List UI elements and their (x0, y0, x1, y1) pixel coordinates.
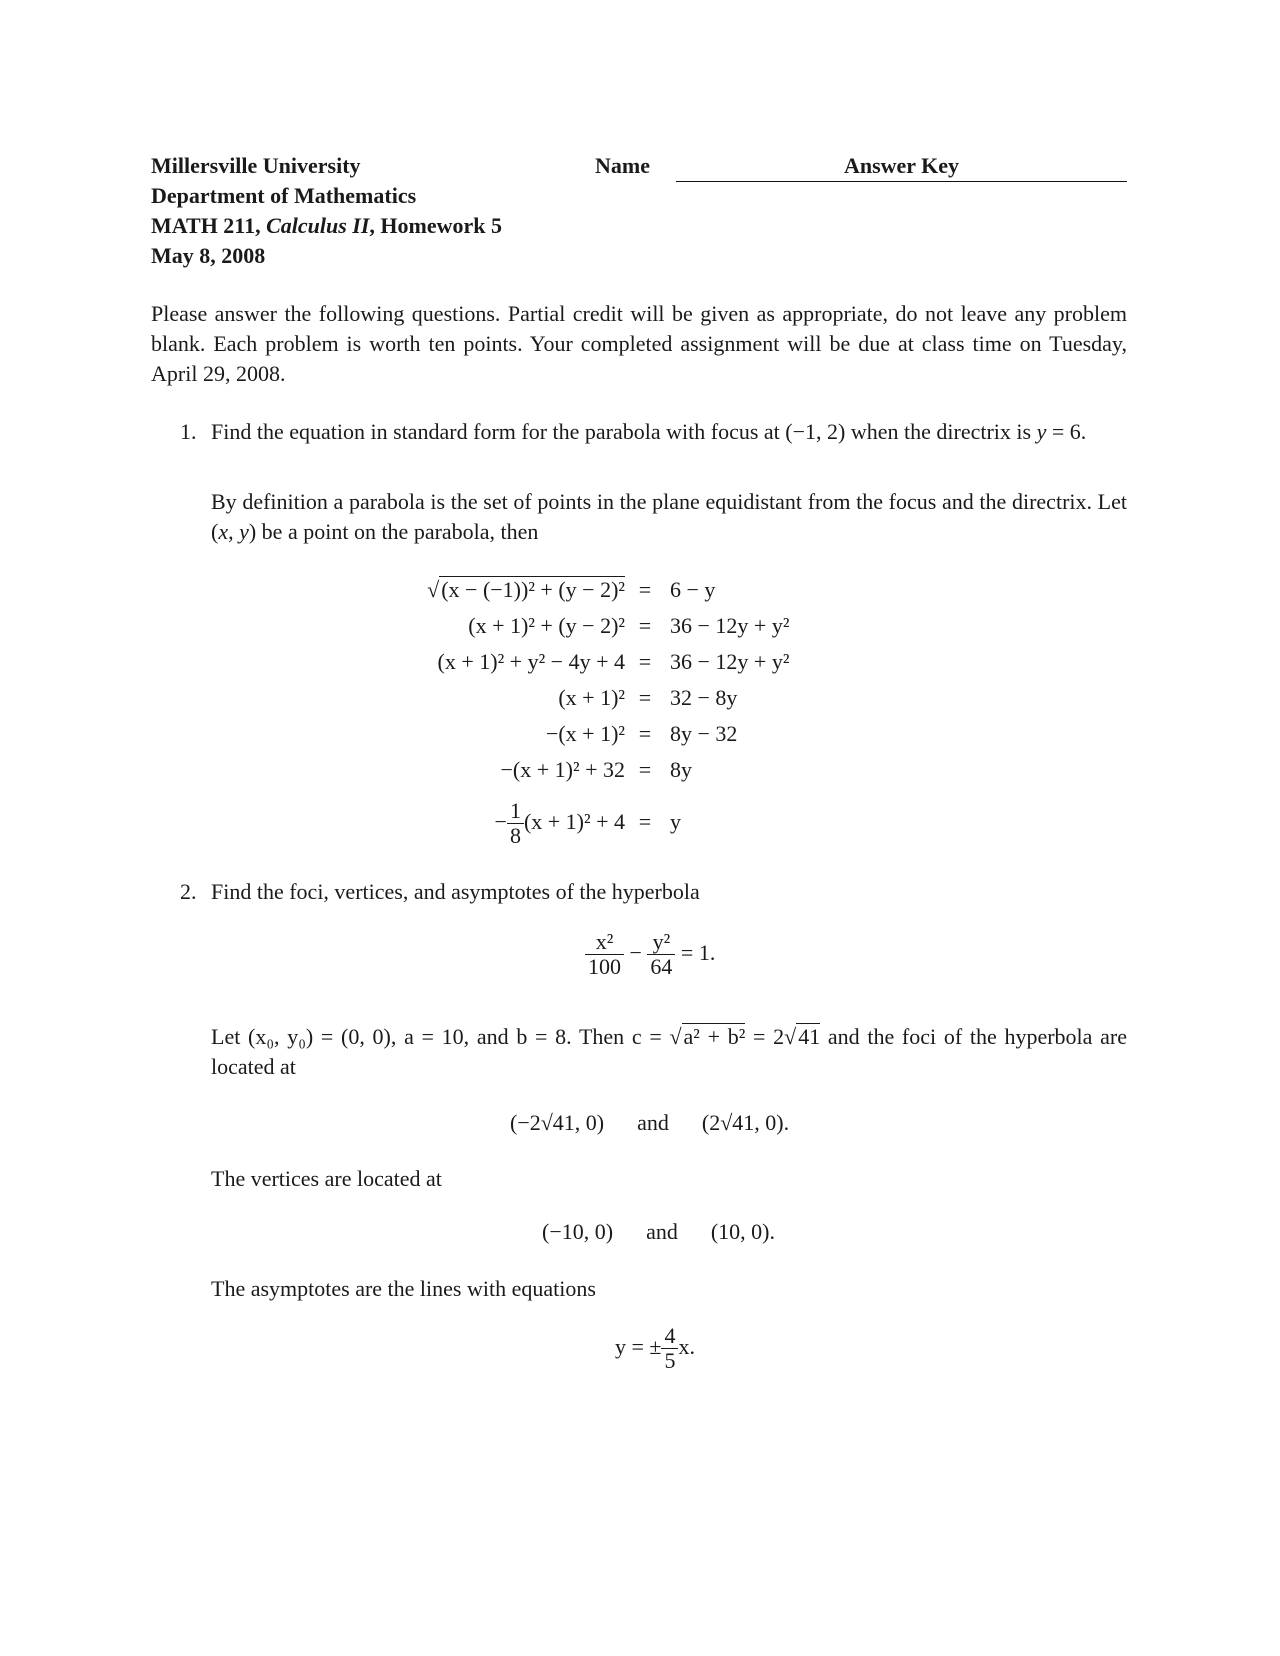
answer-1-y: y (239, 519, 249, 544)
foci-and: and (637, 1110, 669, 1135)
focus-1: (−2√41, 0) (510, 1110, 605, 1135)
equation-lhs-0: (x − (−1))² + (y − 2)² (441, 577, 625, 602)
equation-rhs-4: 8y − 32 (670, 721, 738, 746)
equation-row (420, 716, 920, 752)
vertex-1: (−10, 0) (542, 1219, 614, 1244)
question-2-answer: Let (x₀, y₀) = (0, 0), a = 10, and b = 8. Then c = √a² + b² = 2√41 and the foci of the hyperbola are located at (211, 1024, 1127, 1079)
equation-lhs-6-tail: (x + 1)² + 4 (523, 809, 625, 834)
answer-2-text-c: and the foci of the hyperbola are located at (211, 1024, 1127, 1079)
document-date: May 8, 2008 (151, 243, 266, 268)
fraction-denominator: 64 (650, 954, 673, 980)
answer-2-text-a: Let (x₀, y₀) = (0, 0), a = 10, and b = 8. Then c = (211, 1024, 670, 1049)
course-line (151, 211, 502, 241)
fraction (661, 1324, 678, 1373)
name-label: Name (595, 153, 650, 178)
university-name: Millersville University (151, 153, 361, 178)
fraction-denominator: 5 (664, 1348, 676, 1374)
equation-lhs-1: (x + 1)² + (y − 2)² (468, 613, 625, 638)
equals-sign: = (638, 757, 652, 782)
answer-1-text-b: ) be a point on the parabola, then (248, 519, 539, 544)
foci-display (510, 1105, 789, 1141)
answer-2-sqrt2: 41 (798, 1024, 821, 1049)
question-1-number: 1. (180, 419, 197, 444)
equation-rhs-5: 8y (670, 757, 692, 782)
parabola-derivation (420, 572, 920, 862)
fraction-numerator: x² (585, 930, 624, 955)
asymptote-rhs: x. (678, 1334, 695, 1359)
instructions-paragraph: Please answer the following questions. Partial credit will be given as appropriate, do not leave any problem blank. Each problem is worth ten points. Your completed assignment will be due at class time on Tuesday, April 29, 2008. (151, 301, 1127, 386)
equation-row (420, 752, 920, 788)
department-name: Department of Mathematics (151, 183, 417, 208)
equation-rhs-1: 36 − 12y + y² (670, 613, 790, 638)
equation-lhs-4: −(x + 1)² (545, 721, 625, 746)
name-value: Answer Key (843, 153, 960, 178)
asymptote-lhs: y = ± (615, 1334, 662, 1359)
asymptote-equation (615, 1318, 695, 1376)
vertices-label: The vertices are located at (211, 1166, 442, 1191)
fraction-numerator: 1 (507, 799, 524, 824)
equals-sign: = (638, 809, 652, 834)
name-field (676, 151, 1127, 182)
minus-sign: − (629, 940, 642, 965)
course-suffix: , Homework 5 (369, 213, 503, 238)
question-1-text-b: = 6. (1046, 419, 1087, 444)
vertices-display (542, 1214, 775, 1250)
equation-row (420, 680, 920, 716)
equals-sign: = (638, 613, 652, 638)
asymptotes-label: The asymptotes are the lines with equations (211, 1276, 596, 1301)
answer-1-x: x (218, 519, 229, 544)
equals-sign: = (638, 685, 652, 710)
equals-sign: = (638, 721, 652, 746)
question-1-text-a: Find the equation in standard form for the parabola with focus at (−1, 2) when the directrix is (211, 419, 1037, 444)
equals-sign: = (638, 577, 652, 602)
hyperbola-equation (585, 918, 785, 988)
equation-rhs-0: 6 − y (670, 577, 716, 602)
question-2-text: Find the foci, vertices, and asymptotes of the hyperbola (211, 879, 700, 904)
equation-row (420, 796, 920, 848)
answer-1-text-a: By definition a parabola is the set of points in the plane equidistant from the focus and the directrix. Let ( (211, 489, 1127, 544)
header-block (151, 151, 502, 271)
vertices-and: and (646, 1219, 678, 1244)
answer-2-sqrt: a² + b² (683, 1024, 746, 1049)
focus-2: (2√41, 0). (701, 1110, 790, 1135)
equation-rhs-2: 36 − 12y + y² (670, 649, 790, 674)
equation-rhs-3: 32 − 8y (670, 685, 738, 710)
question-1-text (211, 417, 1127, 447)
question-1-var: y (1036, 419, 1047, 444)
vertex-2: (10, 0). (710, 1219, 775, 1244)
equation-lhs-3: (x + 1)² (558, 685, 625, 710)
equation-row (420, 572, 920, 608)
equation-row (420, 608, 920, 644)
answer-1-comma: , (228, 519, 240, 544)
question-2-number: 2. (180, 879, 197, 904)
equation-rhs: = 1. (680, 940, 716, 965)
fraction (585, 930, 624, 979)
answer-2-text-b: = 2 (745, 1024, 785, 1049)
minus-sign: − (494, 809, 507, 834)
fraction (647, 930, 675, 979)
equation-lhs: √(x − (−1))² + (y − 2)² (427, 577, 625, 602)
equals-sign: = (638, 649, 652, 674)
fraction-denominator: 8 (509, 823, 521, 849)
fraction-numerator: y² (647, 930, 675, 955)
question-1-answer (211, 487, 1127, 547)
equation-row (420, 644, 920, 680)
equation-lhs-5: −(x + 1)² + 32 (500, 757, 625, 782)
course-prefix: MATH 211, (151, 213, 261, 238)
equation-rhs-6: y (670, 809, 681, 834)
fraction-numerator: 4 (661, 1324, 678, 1349)
fraction (507, 799, 524, 848)
equation-lhs-6 (495, 796, 625, 848)
fraction-denominator: 100 (588, 954, 621, 980)
course-name: Calculus II (266, 213, 370, 238)
equation-lhs-2: (x + 1)² + y² − 4y + 4 (437, 649, 625, 674)
